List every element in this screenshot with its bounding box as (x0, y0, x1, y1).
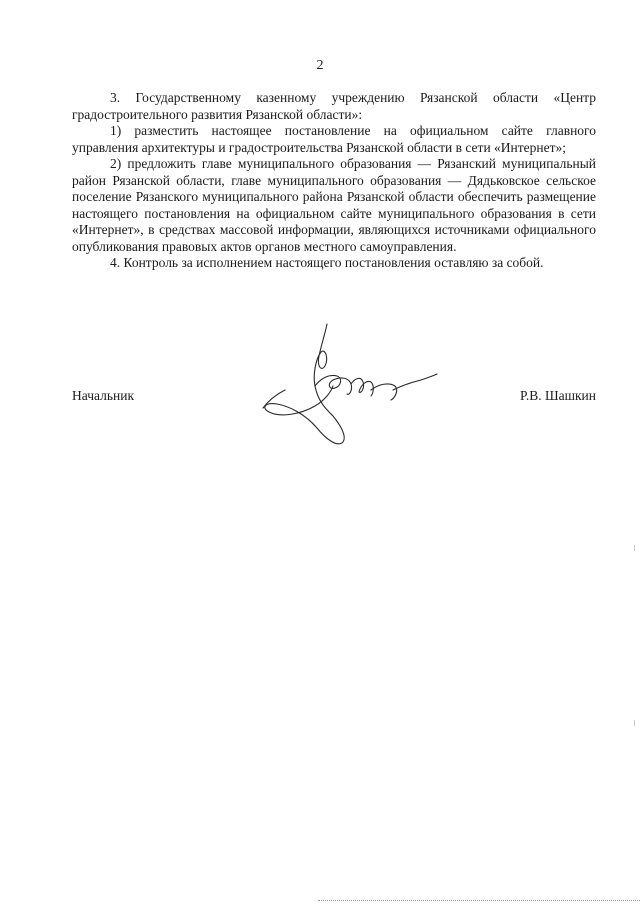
paragraph-item-3: 3. Государственному казенному учреждению Рязанской области «Центр градостроительного развития Рязанской области»: (72, 90, 596, 122)
document-body (72, 90, 596, 272)
paragraph-subitem-1: 1) разместить настоящее постановление на официальном сайте главного управления архитектуры и градостроительства Рязанской области в сети «Интернет»; (72, 123, 596, 155)
scan-artifact (634, 545, 635, 551)
paragraph-item-4: 4. Контроль за исполнением настоящего постановления оставляю за собой. (110, 255, 544, 270)
scan-edge-line (318, 900, 640, 901)
scan-artifact (634, 720, 635, 726)
signer-name: Р.В. Шашкин (520, 388, 596, 403)
signer-position: Начальник (72, 388, 135, 403)
paragraph-subitem-2: 2) предложить главе муниципального образования — Рязанский муниципальный район Рязанской области, главе муниципального образования — Дядьковское сельское поселение Рязанского муниципального района Рязанской области обеспечить размещение настоящего постановления на официальном сайте муниципального образования в сети «Интернет», в средствах массовой информации, являющихся источниками официального опубликования правовых актов органов местного самоуправления. (72, 156, 596, 254)
handwritten-signature (255, 320, 440, 450)
page-number: 2 (316, 58, 324, 73)
signature-block (72, 388, 596, 408)
